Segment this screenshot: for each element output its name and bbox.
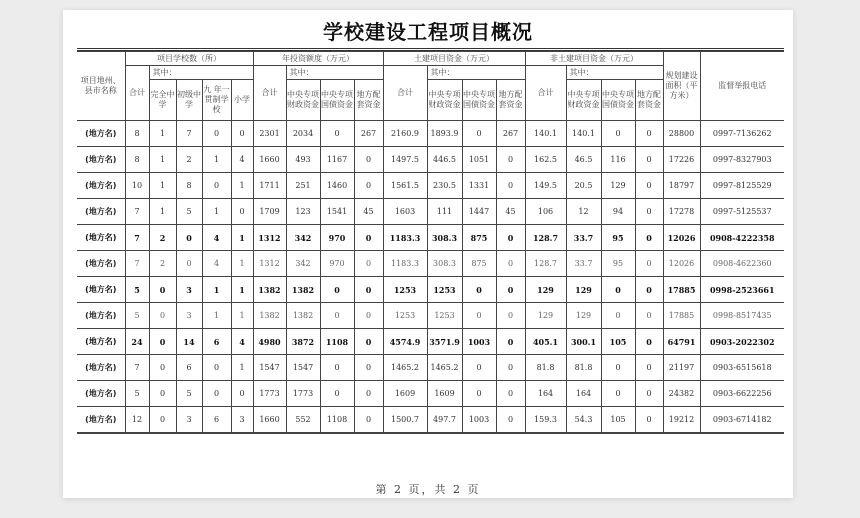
cell-n-local: 0 [635,251,663,277]
cell-a-bond: 0 [320,355,354,381]
cell-n-fiscal: 140.1 [566,121,601,147]
header-annual-local: 地方配套资金 [354,80,383,121]
header-noncivil-fiscal: 中央专项财政资金 [566,80,601,121]
cell-a-total: 1773 [253,381,286,407]
cell-a-local: 0 [354,225,383,251]
cell-s-junior: 14 [176,329,202,355]
cell-a-total: 1312 [253,251,286,277]
cell-s-nine: 0 [202,355,231,381]
cell-c-bond: 0 [462,121,496,147]
cell-n-fiscal: 33.7 [566,251,601,277]
cell-a-total: 1312 [253,225,286,251]
cell-n-bond: 105 [601,407,635,434]
cell-a-fiscal: 342 [286,251,320,277]
cell-n-fiscal: 300.1 [566,329,601,355]
header-region: 项目地州、县市名称 [77,52,125,121]
cell-phone: 0903-6515618 [700,355,784,381]
cell-phone: 0903-6714182 [700,407,784,434]
cell-c-total: 1183.3 [383,225,427,251]
cell-c-fiscal: 1253 [427,277,462,303]
cell-area: 28800 [663,121,700,147]
cell-s-junior: 5 [176,381,202,407]
cell-c-total: 1609 [383,381,427,407]
cell-n-bond: 0 [601,121,635,147]
header-annual-of-which: 其中： [286,66,383,80]
cell-s-nine: 1 [202,277,231,303]
table-row [77,329,784,355]
cell-c-local: 0 [496,329,525,355]
cell-n-local: 0 [635,329,663,355]
cell-s-junior: 5 [176,199,202,225]
cell-s-total: 7 [125,251,149,277]
cell-s-total: 24 [125,329,149,355]
cell-c-bond: 875 [462,225,496,251]
cell-c-fiscal: 1465.2 [427,355,462,381]
header-civil-local: 地方配套资金 [496,80,525,121]
header-civil-of-which: 其中： [427,66,525,80]
cell-s-primary: 1 [231,173,253,199]
cell-c-bond: 875 [462,251,496,277]
cell-c-fiscal: 1893.9 [427,121,462,147]
cell-n-fiscal: 129 [566,277,601,303]
header-noncivil-local: 地方配套资金 [635,80,663,121]
cell-n-total: 106 [525,199,566,225]
cell-n-fiscal: 12 [566,199,601,225]
table-row [77,251,784,277]
cell-s-complete: 0 [149,381,176,407]
cell-area: 17226 [663,147,700,173]
table-row [77,121,784,147]
header-annual-total: 合计 [253,66,286,121]
cell-a-fiscal: 1382 [286,277,320,303]
table-container [77,48,784,434]
cell-n-total: 128.7 [525,251,566,277]
cell-s-complete: 0 [149,329,176,355]
cell-a-bond: 1108 [320,407,354,434]
cell-c-bond: 1331 [462,173,496,199]
cell-n-fiscal: 20.5 [566,173,601,199]
cell-a-local: 0 [354,407,383,434]
cell-a-bond: 1108 [320,329,354,355]
header-civil-group: 土建项目资金（万元） [383,52,525,66]
cell-n-total: 149.5 [525,173,566,199]
cell-n-bond: 129 [601,173,635,199]
cell-name: (地方名) [77,329,125,355]
cell-s-complete: 2 [149,225,176,251]
cell-a-total: 1660 [253,407,286,434]
cell-c-fiscal: 308.3 [427,251,462,277]
header-noncivil-bond: 中央专项国债资金 [601,80,635,121]
cell-name: (地方名) [77,225,125,251]
cell-c-local: 0 [496,225,525,251]
cell-s-total: 5 [125,277,149,303]
cell-c-total: 1603 [383,199,427,225]
cell-name: (地方名) [77,199,125,225]
cell-c-bond: 0 [462,303,496,329]
cell-s-junior: 3 [176,407,202,434]
cell-s-primary: 3 [231,407,253,434]
cell-s-complete: 1 [149,121,176,147]
table-row [77,303,784,329]
cell-area: 21197 [663,355,700,381]
cell-n-fiscal: 129 [566,303,601,329]
cell-s-nine: 0 [202,121,231,147]
table-row [77,173,784,199]
cell-s-total: 7 [125,199,149,225]
cell-n-fiscal: 81.8 [566,355,601,381]
cell-a-fiscal: 251 [286,173,320,199]
cell-c-local: 0 [496,147,525,173]
cell-s-junior: 8 [176,173,202,199]
cell-a-total: 1711 [253,173,286,199]
cell-c-local: 0 [496,173,525,199]
header-complete-middle: 完全中学 [149,80,176,121]
cell-area: 17278 [663,199,700,225]
cell-phone: 0998-8517435 [700,303,784,329]
cell-phone: 0997-8125529 [700,173,784,199]
cell-c-local: 0 [496,407,525,434]
cell-s-total: 5 [125,303,149,329]
cell-c-bond: 1003 [462,407,496,434]
cell-s-nine: 4 [202,225,231,251]
header-annual-group: 年投资额度（万元） [253,52,383,66]
header-noncivil-total: 合计 [525,66,566,121]
cell-a-bond: 1541 [320,199,354,225]
cell-phone: 0998-2523661 [700,277,784,303]
header-junior-middle: 初级中学 [176,80,202,121]
cell-a-total: 1382 [253,277,286,303]
page-number: 第 2 页，共 2 页 [375,483,481,496]
project-overview-table [77,51,784,434]
header-civil-fiscal: 中央专项财政资金 [427,80,462,121]
cell-area: 12026 [663,225,700,251]
cell-c-fiscal: 308.3 [427,225,462,251]
cell-c-total: 1500.7 [383,407,427,434]
cell-s-nine: 4 [202,251,231,277]
cell-s-primary: 0 [231,121,253,147]
cell-area: 17885 [663,277,700,303]
cell-s-primary: 1 [231,303,253,329]
table-row [77,147,784,173]
cell-s-total: 12 [125,407,149,434]
header-primary: 小学 [231,80,253,121]
cell-a-local: 0 [354,355,383,381]
cell-n-fiscal: 46.5 [566,147,601,173]
cell-s-complete: 0 [149,277,176,303]
cell-s-complete: 0 [149,407,176,434]
cell-s-primary: 1 [231,251,253,277]
cell-n-bond: 105 [601,329,635,355]
cell-s-complete: 2 [149,251,176,277]
cell-s-nine: 6 [202,407,231,434]
cell-area: 24382 [663,381,700,407]
cell-n-bond: 95 [601,251,635,277]
cell-c-total: 1561.5 [383,173,427,199]
cell-c-total: 1497.5 [383,147,427,173]
cell-s-primary: 1 [231,225,253,251]
cell-phone: 0997-7136262 [700,121,784,147]
cell-a-bond: 1460 [320,173,354,199]
cell-s-total: 8 [125,147,149,173]
cell-name: (地方名) [77,303,125,329]
cell-s-junior: 7 [176,121,202,147]
cell-n-bond: 0 [601,303,635,329]
cell-s-junior: 2 [176,147,202,173]
cell-a-total: 2301 [253,121,286,147]
cell-c-local: 0 [496,251,525,277]
header-civil-bond: 中央专项国债资金 [462,80,496,121]
cell-a-local: 0 [354,303,383,329]
cell-s-junior: 0 [176,225,202,251]
cell-s-total: 10 [125,173,149,199]
cell-n-bond: 0 [601,355,635,381]
cell-a-bond: 970 [320,225,354,251]
cell-s-nine: 1 [202,303,231,329]
cell-s-primary: 4 [231,147,253,173]
cell-c-bond: 0 [462,355,496,381]
cell-n-total: 405.1 [525,329,566,355]
cell-a-bond: 1167 [320,147,354,173]
cell-c-local: 267 [496,121,525,147]
cell-phone: 0908-4222358 [700,225,784,251]
cell-n-bond: 116 [601,147,635,173]
cell-n-total: 129 [525,303,566,329]
cell-n-fiscal: 164 [566,381,601,407]
header-phone: 监督举报电话 [700,52,784,121]
cell-n-local: 0 [635,199,663,225]
cell-name: (地方名) [77,121,125,147]
cell-a-fiscal: 1773 [286,381,320,407]
cell-s-primary: 0 [231,199,253,225]
header-civil-total: 合计 [383,66,427,121]
cell-a-total: 1382 [253,303,286,329]
cell-n-local: 0 [635,147,663,173]
cell-s-total: 5 [125,381,149,407]
document-page [63,10,793,498]
cell-n-total: 159.3 [525,407,566,434]
cell-a-fiscal: 123 [286,199,320,225]
cell-c-bond: 0 [462,277,496,303]
cell-c-local: 45 [496,199,525,225]
cell-a-total: 4980 [253,329,286,355]
cell-c-fiscal: 3571.9 [427,329,462,355]
cell-s-primary: 4 [231,329,253,355]
cell-s-nine: 6 [202,329,231,355]
cell-a-local: 0 [354,381,383,407]
table-body [77,121,784,434]
header-annual-bond: 中央专项国债资金 [320,80,354,121]
cell-c-total: 2160.9 [383,121,427,147]
cell-s-complete: 0 [149,303,176,329]
cell-n-total: 140.1 [525,121,566,147]
cell-n-total: 128.7 [525,225,566,251]
cell-a-local: 0 [354,329,383,355]
cell-c-bond: 1051 [462,147,496,173]
cell-s-total: 8 [125,121,149,147]
cell-a-local: 0 [354,147,383,173]
cell-s-junior: 3 [176,277,202,303]
cell-area: 17885 [663,303,700,329]
cell-name: (地方名) [77,355,125,381]
table-row [77,199,784,225]
cell-a-bond: 970 [320,251,354,277]
cell-s-complete: 1 [149,147,176,173]
cell-s-junior: 3 [176,303,202,329]
cell-phone: 0997-5125537 [700,199,784,225]
cell-s-total: 7 [125,225,149,251]
cell-area: 18797 [663,173,700,199]
cell-a-total: 1709 [253,199,286,225]
cell-c-bond: 0 [462,381,496,407]
cell-s-complete: 1 [149,173,176,199]
table-row [77,225,784,251]
header-schools-total: 合计 [125,66,149,121]
cell-n-local: 0 [635,173,663,199]
cell-a-bond: 0 [320,303,354,329]
table-row [77,381,784,407]
cell-a-fiscal: 3872 [286,329,320,355]
table-row [77,355,784,381]
cell-area: 12026 [663,251,700,277]
cell-n-local: 0 [635,407,663,434]
cell-a-local: 0 [354,173,383,199]
cell-n-bond: 0 [601,381,635,407]
cell-s-complete: 1 [149,199,176,225]
cell-name: (地方名) [77,147,125,173]
cell-c-bond: 1003 [462,329,496,355]
cell-c-fiscal: 1609 [427,381,462,407]
cell-c-local: 0 [496,381,525,407]
cell-n-bond: 94 [601,199,635,225]
cell-phone: 0908-4622360 [700,251,784,277]
cell-a-local: 0 [354,277,383,303]
cell-phone: 0903-6622256 [700,381,784,407]
cell-phone: 0903-2022302 [700,329,784,355]
header-schools-group: 项目学校数（所） [125,52,253,66]
cell-a-local: 0 [354,251,383,277]
cell-c-fiscal: 1253 [427,303,462,329]
table-row [77,277,784,303]
cell-n-local: 0 [635,355,663,381]
header-schools-of-which: 其中： [149,66,253,80]
cell-a-local: 267 [354,121,383,147]
cell-s-primary: 1 [231,277,253,303]
cell-n-fiscal: 33.7 [566,225,601,251]
cell-n-fiscal: 54.3 [566,407,601,434]
cell-a-fiscal: 1547 [286,355,320,381]
cell-c-local: 0 [496,355,525,381]
cell-s-nine: 0 [202,381,231,407]
cell-n-total: 164 [525,381,566,407]
cell-n-local: 0 [635,277,663,303]
cell-n-total: 81.8 [525,355,566,381]
cell-n-total: 162.5 [525,147,566,173]
cell-a-total: 1547 [253,355,286,381]
document-title: 学校建设工程项目概况 [323,20,533,44]
cell-c-fiscal: 230.5 [427,173,462,199]
cell-c-fiscal: 497.7 [427,407,462,434]
cell-s-nine: 0 [202,173,231,199]
cell-s-primary: 1 [231,355,253,381]
cell-s-nine: 1 [202,147,231,173]
cell-n-total: 129 [525,277,566,303]
cell-n-bond: 95 [601,225,635,251]
cell-n-local: 0 [635,381,663,407]
cell-c-fiscal: 111 [427,199,462,225]
cell-s-nine: 1 [202,199,231,225]
cell-area: 19212 [663,407,700,434]
cell-a-local: 45 [354,199,383,225]
cell-a-fiscal: 493 [286,147,320,173]
cell-name: (地方名) [77,407,125,434]
cell-n-local: 0 [635,121,663,147]
cell-name: (地方名) [77,251,125,277]
cell-c-total: 1465.2 [383,355,427,381]
cell-name: (地方名) [77,277,125,303]
cell-n-local: 0 [635,303,663,329]
cell-area: 64791 [663,329,700,355]
cell-a-total: 1660 [253,147,286,173]
header-noncivil-group: 非土建项目资金（万元） [525,52,663,66]
cell-n-bond: 0 [601,277,635,303]
header-area: 规划建设面积（平方米） [663,52,700,121]
cell-a-fiscal: 552 [286,407,320,434]
cell-s-junior: 0 [176,251,202,277]
cell-s-junior: 6 [176,355,202,381]
cell-a-bond: 0 [320,121,354,147]
cell-c-fiscal: 446.5 [427,147,462,173]
cell-a-bond: 0 [320,381,354,407]
table-row [77,407,784,434]
cell-n-local: 0 [635,225,663,251]
cell-c-total: 4574.9 [383,329,427,355]
cell-s-total: 7 [125,355,149,381]
cell-a-fiscal: 342 [286,225,320,251]
cell-phone: 0997-8327903 [700,147,784,173]
cell-c-bond: 1447 [462,199,496,225]
cell-c-local: 0 [496,303,525,329]
cell-a-fiscal: 1382 [286,303,320,329]
cell-c-total: 1253 [383,277,427,303]
header-nine-year: 九 年一贯制学 校 [202,80,231,121]
header-noncivil-of-which: 其中： [566,66,663,80]
cell-a-fiscal: 2034 [286,121,320,147]
cell-name: (地方名) [77,173,125,199]
cell-s-primary: 0 [231,381,253,407]
cell-name: (地方名) [77,381,125,407]
cell-s-complete: 0 [149,355,176,381]
cell-a-bond: 0 [320,277,354,303]
cell-c-local: 0 [496,277,525,303]
cell-c-total: 1183.3 [383,251,427,277]
header-annual-fiscal: 中央专项财政资金 [286,80,320,121]
cell-c-total: 1253 [383,303,427,329]
